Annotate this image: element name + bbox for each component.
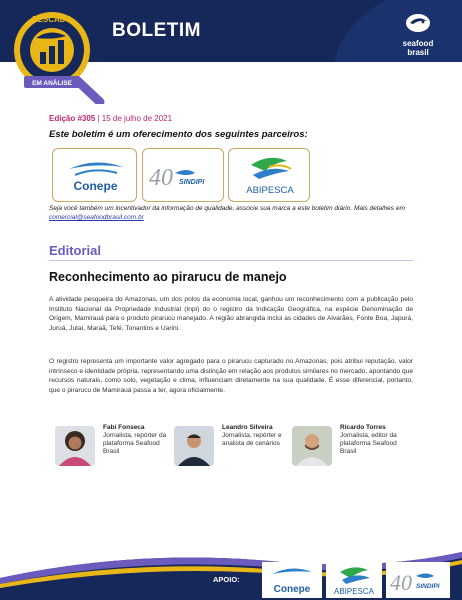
svg-text:40: 40 [390, 570, 412, 595]
section-divider [49, 260, 413, 261]
author-photo [55, 426, 95, 466]
author-photo [292, 426, 332, 466]
author-name: Ricardo Torres [340, 424, 386, 431]
support-label: APOIO: [213, 575, 240, 584]
author-name: Leandro Silveira [222, 424, 273, 431]
footer-logo-sindipi[interactable] [386, 562, 450, 598]
svg-text:EM ANÁLISE: EM ANÁLISE [32, 80, 72, 87]
partner-note [49, 204, 409, 222]
svg-text:PESCADO: PESCADO [32, 15, 72, 24]
brand-line-2: brasil [407, 48, 429, 57]
author-name: Fabi Fonseca [103, 424, 145, 431]
partners-heading: Este boletim é um oferecimento dos seguintes parceiros: [49, 129, 308, 140]
svg-text:ABIPESCA: ABIPESCA [246, 185, 294, 196]
pescado-em-analise-badge [6, 4, 110, 104]
partner-logo-conepe[interactable] [52, 148, 137, 202]
edition-date: 15 de julho de 2021 [101, 114, 173, 123]
svg-text:40: 40 [149, 165, 173, 191]
author-role: Jornalista, editor da plataforma Seafood Brasil [340, 432, 397, 455]
svg-text:SINDIPI: SINDIPI [179, 179, 205, 186]
svg-text:Conepe: Conepe [273, 584, 311, 595]
article-paragraph-2: O registro representa um importante valor agregado para o pirarucu capturado no Amazonas, pois atribui reputação, valor intrínseco e identidade própria, representando uma distinção em relação aos produtos similares no mercado, apontando que recursos naturais, como solo, vegetação e clima, influenciam diretamente na sua qualidade. É esse diferencial, portanto, que o pirarucu de Mamirauá passa a ter, agora oficialmente. [49, 358, 413, 394]
article-paragraph-1: A atividade pesqueira do Amazonas, um dos polos da economia local, ganhou um reconhecimento com a publicação pelo Instituto Nacional da Propriedade Industrial (Inpi) do o registro da Indicação Geográfica, na espécie Denominação de Origem, Mamirauá para o produto pirarucu manejado. A região abrangida inclui as cidades de Alvarães, Fonte Boa, Japurá, Juruá, Jutaí, Maraã, Tefé, Tonantins e Uarini. [49, 296, 413, 332]
header-swoosh [318, 0, 462, 62]
seafood-brasil-logo[interactable] [396, 12, 440, 57]
partner-note-text: Seja você também um incentivador da informação de qualidade, associe sua marca a este boletim diário. Mais detalhes em [49, 205, 405, 212]
contact-email-link[interactable]: comercial@seafoodbrasil.com.br [49, 214, 144, 221]
page-title: BOLETIM [112, 20, 201, 41]
author-role: Jornalista, repórter da plataforma Seafood Brasil [103, 432, 167, 455]
section-title-editorial: Editorial [49, 243, 102, 258]
svg-text:SINDIPI: SINDIPI [416, 583, 440, 590]
partner-logo-abipesca[interactable] [228, 148, 310, 202]
brand-line-1: seafood [402, 39, 434, 48]
footer-bar [0, 548, 462, 600]
fish-logo-icon [403, 12, 433, 34]
svg-text:ABIPESCA: ABIPESCA [333, 587, 375, 596]
edition-number: Edição #305 [49, 114, 96, 123]
svg-text:Conepe: Conepe [73, 179, 118, 193]
author-photo [174, 426, 214, 466]
partner-logo-sindipi[interactable] [142, 148, 224, 202]
article-title: Reconhecimento ao pirarucu de manejo [49, 270, 287, 284]
author-role: Jornalista, repórter e analista de cenários [222, 432, 282, 447]
edition-separator: | [95, 114, 102, 123]
edition-line [49, 114, 172, 123]
footer-logo-conepe[interactable] [262, 562, 322, 598]
footer-logo-abipesca[interactable] [326, 562, 382, 598]
